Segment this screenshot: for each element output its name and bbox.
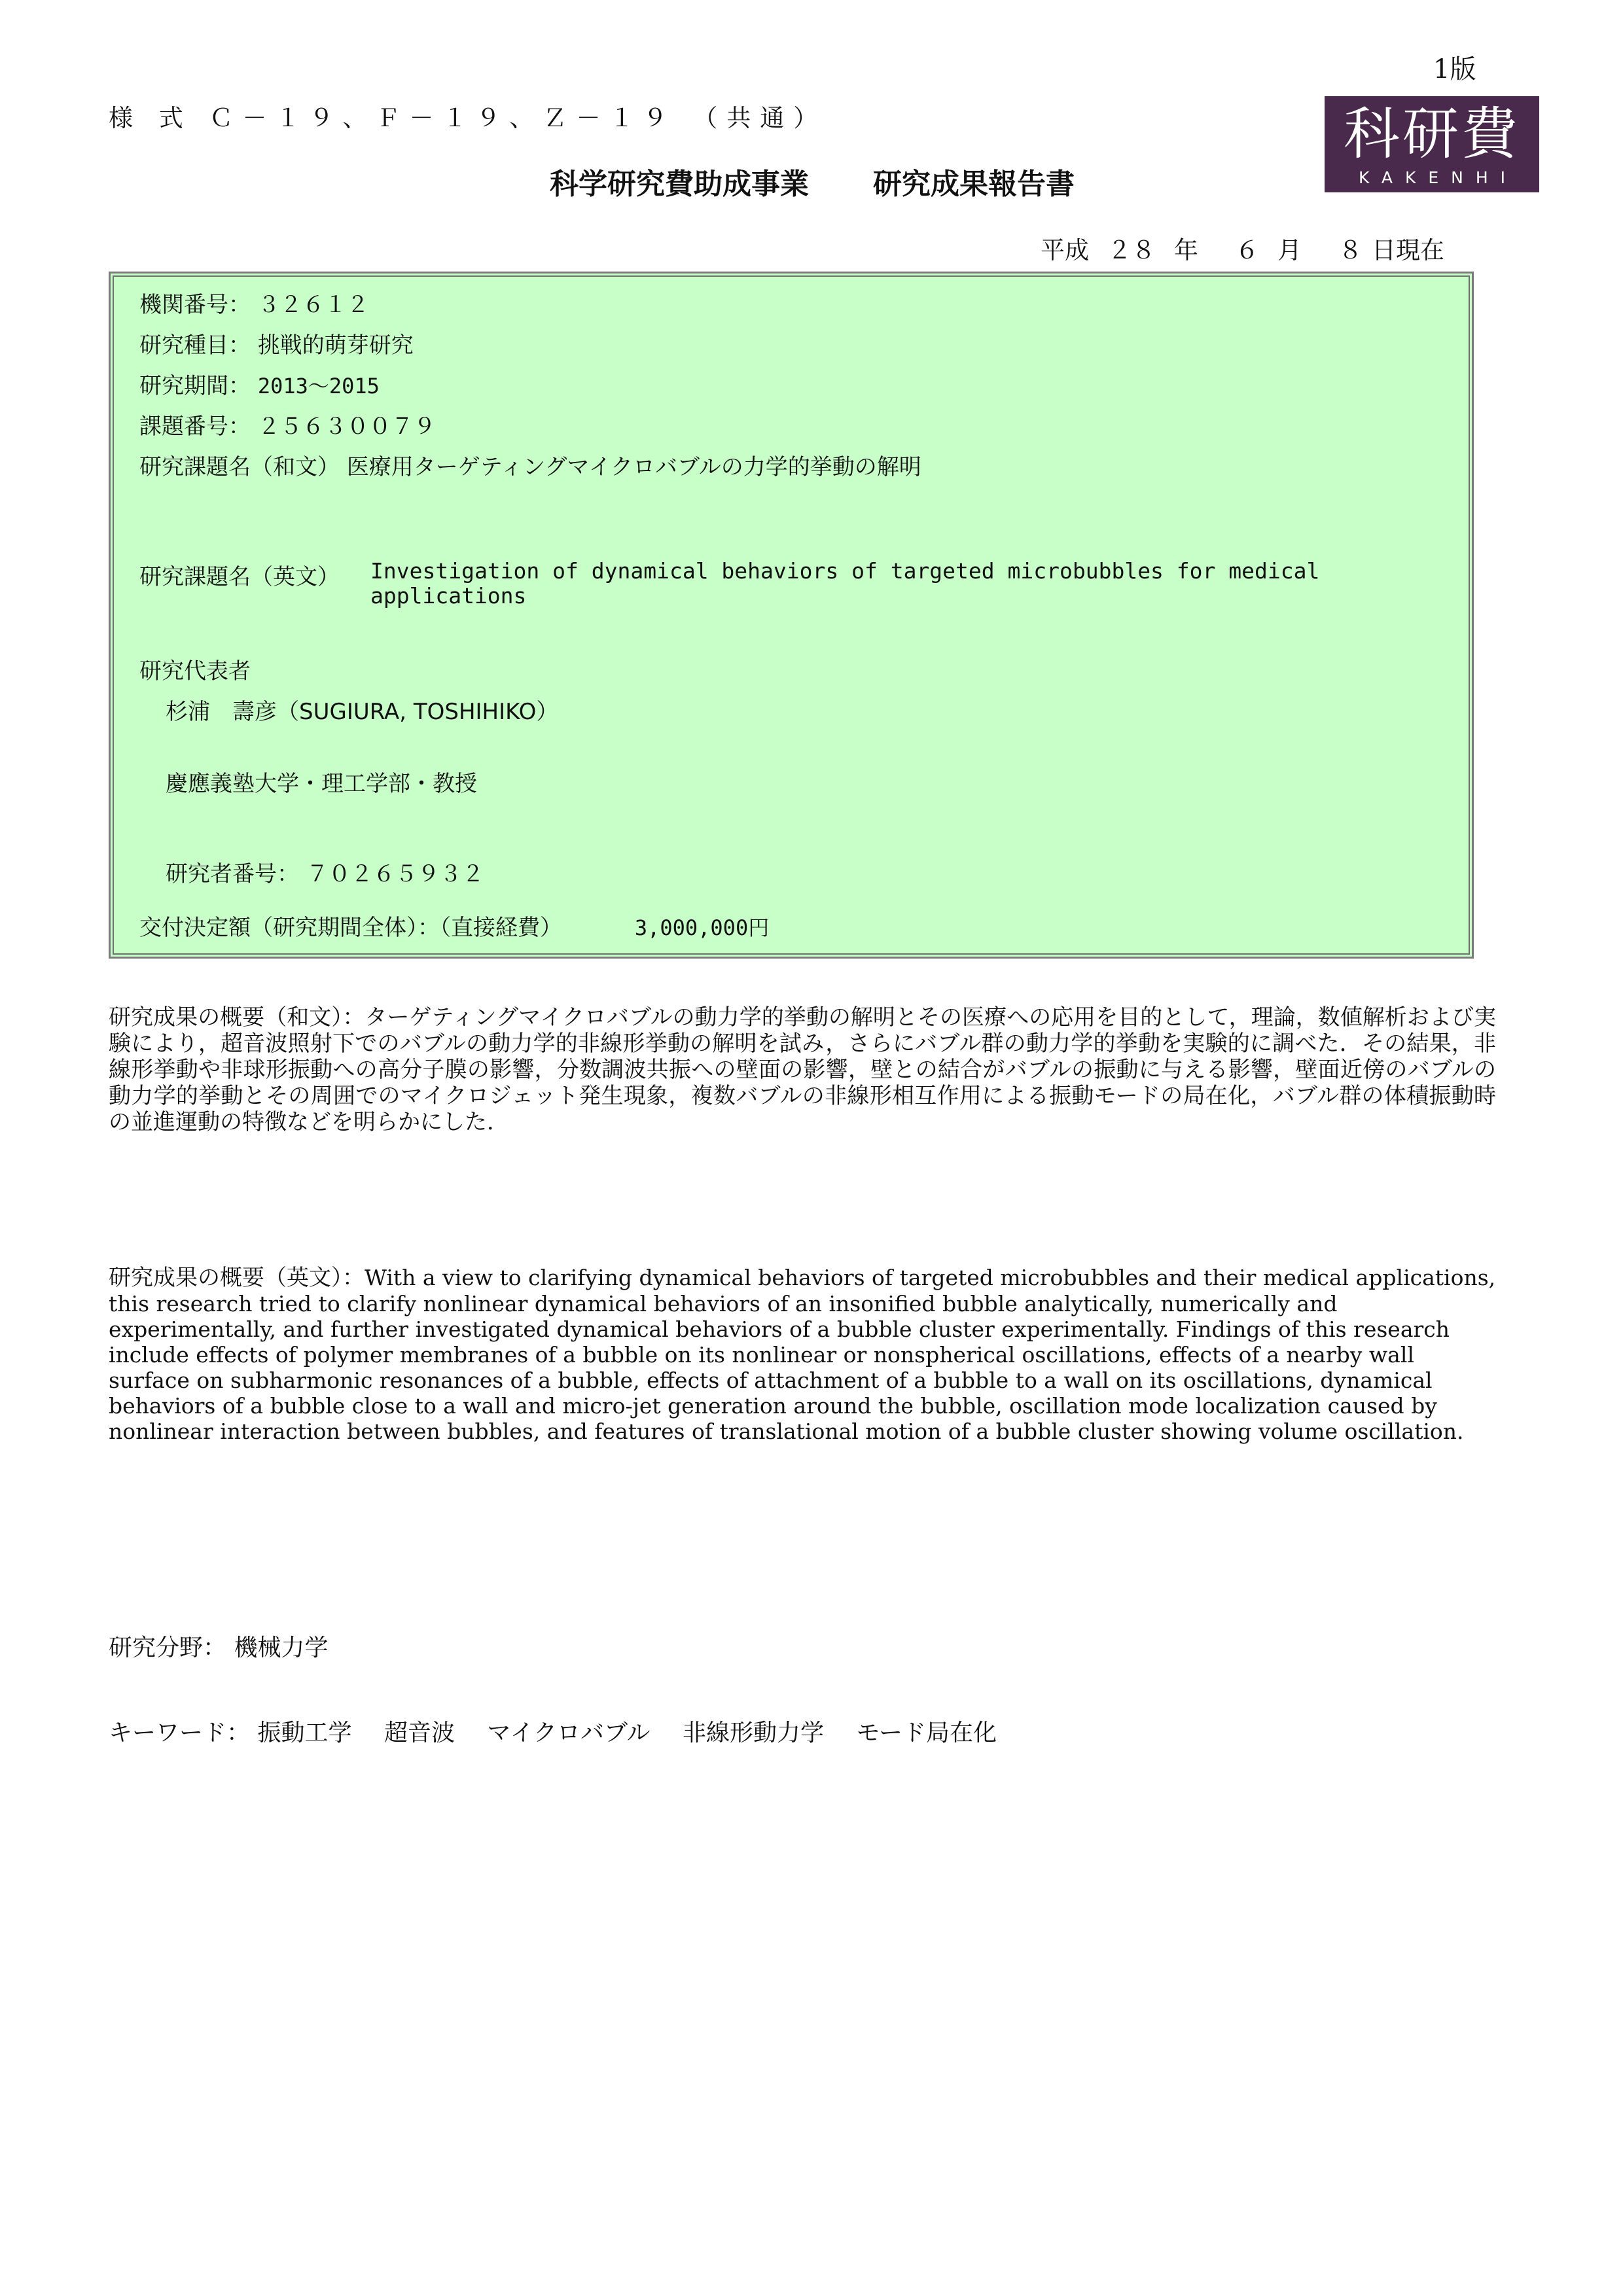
institution-value: ３２６１２ [257, 292, 369, 318]
category-value: 挑戦的萌芽研究 [257, 332, 414, 359]
researcher-no-value: ７０２６５９３２ [306, 861, 484, 887]
keyword-item: モード局在化 [856, 1720, 997, 1746]
period-row [139, 368, 380, 400]
form-id: 様 式 Ｃ－１９、Ｆ－１９、Ｚ－１９ （共通） [109, 104, 827, 132]
project-no-label: 課題番号： [139, 414, 251, 440]
pi-name: 杉浦 壽彦（SUGIURA, TOSHIHIKO） [166, 699, 559, 725]
grant-value: 3,000,000円 [634, 915, 770, 940]
pi-label: 研究代表者 [139, 658, 251, 684]
summary-en [109, 1265, 1496, 1444]
summary-jp-text: ターゲティングマイクロバブルの動力学的挙動の解明とその医療への応用を目的として，理論，数値解析および実験により，超音波照射下でのバブルの動力学的非線形挙動の解明を試み，さらにバブル群の動力学的挙動を実験的に調べた．その結果，非線形挙動や非球形振動への高分子膜の影響，分数調波共振への壁面の影響，壁との結合がバブルの振動に与える影響，壁面近傍のバブルの動力学的挙動とその周囲でのマイクロジェット発生現象，複数バブルの非線形相互作用による振動モードの局在化，バブル群の体積振動時の並進運動の特徴などを明らかにした． [109, 1004, 1497, 1135]
field-label: 研究分野： [109, 1634, 227, 1661]
date-month: ６ [1235, 236, 1259, 264]
logo-roman: KAKENHI [1358, 168, 1518, 187]
summary-jp-label: 研究成果の概要（和文）： [109, 1004, 365, 1031]
keyword-item: 振動工学 [257, 1720, 352, 1746]
keyword-item: 超音波 [383, 1720, 455, 1746]
category-label: 研究種目： [139, 332, 251, 359]
date-year: ２８ [1107, 236, 1156, 264]
date-month-unit: 月 [1277, 236, 1302, 264]
date-day-unit: 日現在 [1372, 236, 1444, 264]
logo-kanji: 科研費 [1344, 101, 1520, 167]
title-en-label: 研究課題名（英文） [139, 564, 340, 590]
summary-en-text: With a view to clarifying dynamical behaviors of targeted microbubbles and their medical applications, this research tried to clarify nonlinear dynamical behaviors of an insonified bubble analytically, numerically and experimentally, and further investigated dynamical behaviors of a bubble cluster experimentally. Findings of this research include effects of polymer membranes of a bubble on its nonlinear or nonspherical oscillations, effects of a nearby wall surface on subharmonic resonances of a bubble, effects of attachment of a bubble to a wall on its oscillations, dynamical behaviors of a bubble close to a wall and micro-jet generation around the bubble, oscillation mode localization caused by nonlinear interaction between bubbles, and features of translational motion of a bubble cluster showing volume oscillation. [109, 1265, 1496, 1444]
version-label: 1版 [1433, 54, 1476, 84]
title-jp-value: 医療用ターゲティングマイクロバブルの力学的挙動の解明 [346, 454, 921, 480]
kakenhi-logo [1325, 96, 1539, 192]
title-jp-row [139, 449, 921, 481]
title-jp-label: 研究課題名（和文） [139, 454, 340, 480]
summary-jp [109, 1004, 1496, 1135]
keyword-item: マイクロバブル [487, 1720, 651, 1746]
report-date [1041, 230, 1444, 266]
project-no-value: ２５６３００７９ [257, 414, 436, 440]
keywords [109, 1714, 1022, 1748]
project-no-row [139, 408, 436, 440]
date-era: 平成 [1041, 236, 1089, 264]
date-year-unit: 年 [1174, 236, 1198, 264]
period-value: 2013～2015 [257, 374, 380, 398]
keywords-label: キーワード： [109, 1720, 251, 1746]
category-row [139, 327, 414, 359]
pi-affiliation: 慶應義塾大学・理工学部・教授 [166, 771, 477, 797]
field-value: 機械力学 [234, 1634, 329, 1661]
summary-en-label: 研究成果の概要（英文）： [109, 1265, 365, 1291]
date-day: ８ [1338, 236, 1363, 264]
grant-label: 交付決定額（研究期間全体）：（直接経費） [139, 915, 562, 941]
period-label: 研究期間： [139, 373, 251, 399]
title-program: 科学研究費助成事業 [550, 168, 809, 201]
institution-row [139, 287, 369, 319]
institution-label: 機関番号： [139, 292, 251, 318]
document-title [550, 160, 1075, 202]
title-en-value: Investigation of dynamical behaviors of targeted microbubbles for medical applications [370, 558, 1320, 609]
title-report: 研究成果報告書 [873, 168, 1075, 201]
researcher-no-label: 研究者番号： [166, 861, 299, 887]
researcher-no-row [166, 856, 484, 888]
project-info-box [109, 272, 1474, 959]
research-field [109, 1629, 328, 1663]
keyword-item: 非線形動力学 [682, 1720, 824, 1746]
grant-row [139, 910, 769, 942]
